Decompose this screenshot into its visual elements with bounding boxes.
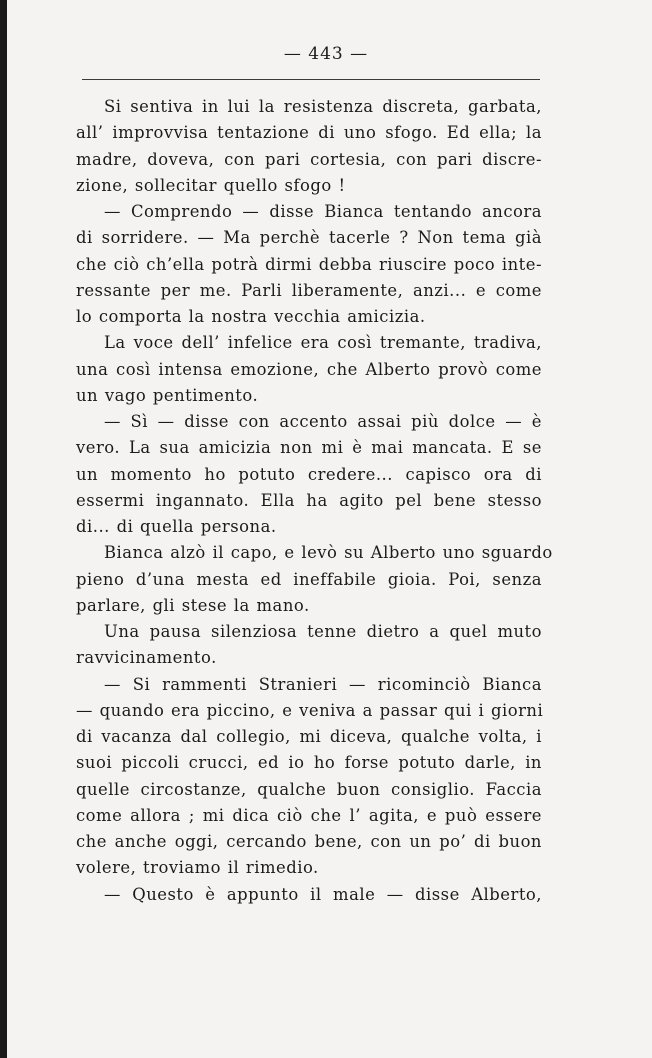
page-binding-edge — [0, 0, 7, 1058]
text-line: volere, troviamo il rimedio. — [76, 858, 319, 878]
text-line: di... di quella persona. — [76, 517, 277, 536]
text-line: all’ improvvisa tentazione di uno sfogo. Ed ella; la — [76, 123, 542, 143]
text-line: come allora ; mi dica ciò che l’ agita, e può essere — [76, 805, 542, 825]
text-line: Si sentiva in lui la resistenza discreta, garbata, — [104, 97, 542, 116]
text-line: di sorridere. — Ma perchè tacerle ? Non tema già — [76, 228, 542, 248]
text-line: che ciò ch’ella potrà dirmi debba riuscire poco inte- — [76, 254, 542, 274]
text-line: suoi piccoli crucci, ed io ho forse potuto darle, in — [76, 753, 542, 773]
body-text — [76, 94, 553, 908]
text-line: vero. La sua amicizia non mi è mai mancata. E se — [76, 438, 542, 458]
text-line: madre, doveva, con pari cortesia, con pari discre- — [76, 149, 542, 169]
text-line: — quando era piccino, e veniva a passar qui i giorni — [76, 700, 544, 720]
text-line: un momento ho potuto credere... capisco ora di — [76, 464, 542, 484]
text-line: Una pausa silenziosa tenne dietro a quel muto — [104, 622, 542, 641]
text-line: ressante per me. Parli liberamente, anzi... e come — [76, 280, 542, 300]
text-line: che anche oggi, cercando bene, con un po’ di buon — [76, 832, 542, 851]
text-line: pieno d’una mesta ed ineffabile gioia. Poi, senza — [76, 569, 542, 589]
text-line: — Sì — disse con accento assai più dolce — è — [104, 412, 542, 431]
header-rule — [82, 79, 540, 80]
text-line: essermi ingannato. Ella ha agito pel bene stesso — [76, 490, 542, 510]
text-line: — Questo è appunto il male — disse Alberto, — [104, 884, 542, 904]
text-line: un vago pentimento. — [76, 385, 259, 405]
text-line: di vacanza dal collegio, mi diceva, qualche volta, i — [76, 727, 542, 746]
text-line: Bianca alzò il capo, e levò su Alberto uno sguardo — [104, 543, 553, 563]
text-line: quelle circostanze, qualche buon consiglio. Faccia — [76, 779, 542, 799]
text-line: — Si rammenti Stranieri — ricominciò Bianca — [104, 674, 542, 694]
text-line: La voce dell’ infelice era così tremante, tradiva, — [104, 333, 542, 353]
text-line: lo comporta la nostra vecchia amicizia. — [76, 307, 426, 326]
text-line: parlare, gli stese la mano. — [76, 595, 310, 615]
text-line: ravvicinamento. — [76, 648, 217, 668]
text-line: una così intensa emozione, che Alberto provò come — [76, 359, 542, 379]
page-number: — 443 — — [283, 44, 369, 64]
text-line: zione, sollecitar quello sfogo ! — [76, 175, 346, 195]
text-line: — Comprendo — disse Bianca tentando ancora — [104, 202, 542, 221]
